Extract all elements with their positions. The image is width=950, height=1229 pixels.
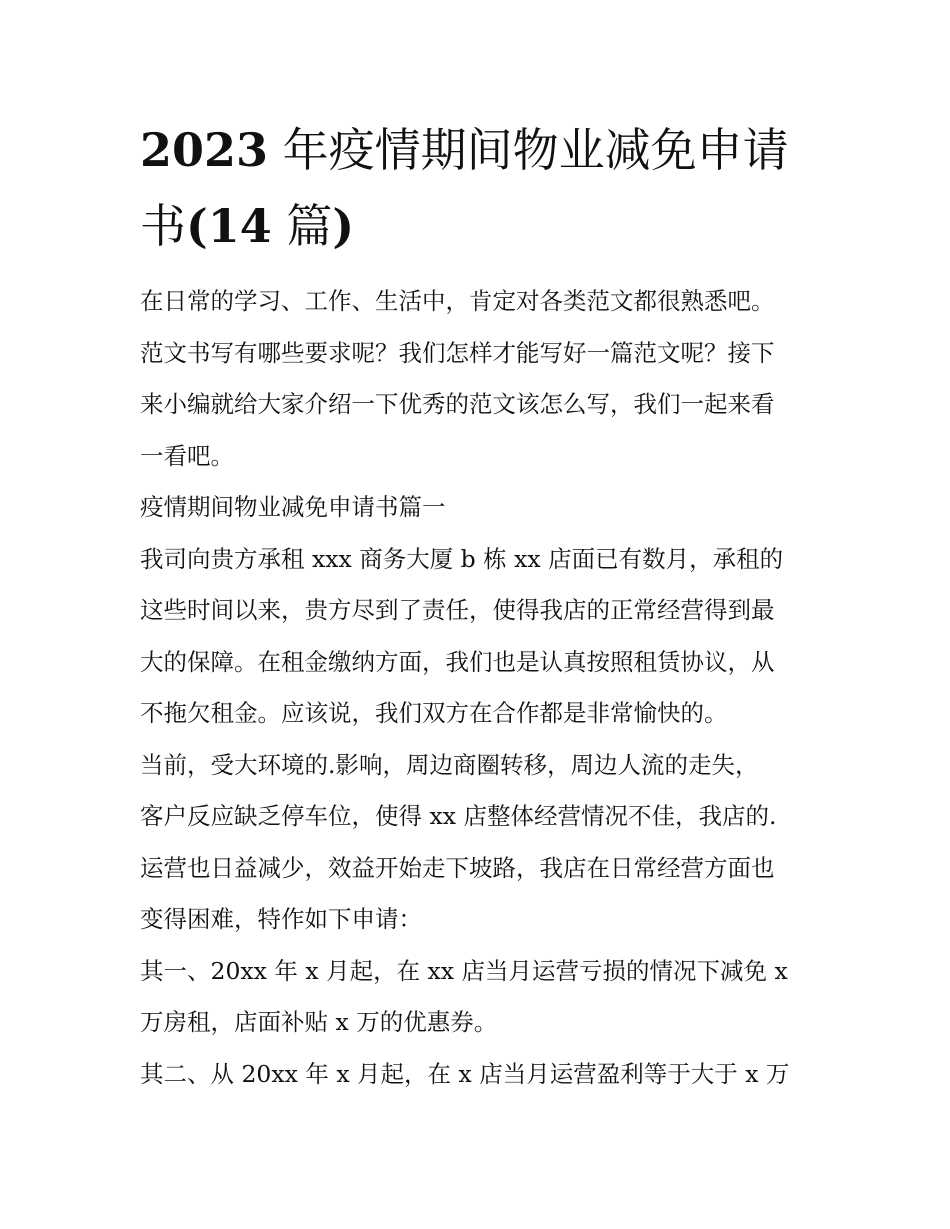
body-line: 万房租，店面补贴 x 万的优惠券。 xyxy=(140,1008,498,1036)
body-line: 其二、从 20xx 年 x 月起，在 x 店当月运营盈利等于大于 x 万 xyxy=(140,1059,790,1088)
body-line: 客户反应缺乏停车位，使得 xx 店整体经营情况不佳，我店的. xyxy=(140,802,777,830)
title-line2-text-a: 书 xyxy=(140,199,186,253)
body-line: 一看吧。 xyxy=(140,441,234,470)
title-line2-text-c: 篇 xyxy=(286,199,333,253)
title-count-open: (14 xyxy=(186,199,272,253)
section-heading: 疫情期间物业减免申请书篇一 xyxy=(140,493,446,521)
body-line: 范文书写有哪些要求呢？我们怎样才能写好一篇范文呢？接下 xyxy=(140,338,775,367)
body-line: 其一、20xx 年 x 月起，在 xx 店当月运营亏损的情况下减免 x xyxy=(140,956,788,985)
body-line: 这些时间以来，贵方尽到了责任，使得我店的正常经营得到最 xyxy=(140,596,775,624)
title-line1-text: 年疫情期间物业减免申请 xyxy=(282,123,789,177)
title-year: 2023 xyxy=(140,123,269,177)
body-line: 不拖欠租金。应该说，我们双方在合作都是非常愉快的。 xyxy=(140,699,728,727)
body-line: 来小编就给大家介绍一下优秀的范文该怎么写，我们一起来看 xyxy=(140,390,775,418)
document-body xyxy=(140,276,820,1100)
title-count-close: ) xyxy=(332,199,355,253)
body-line: 变得困难，特作如下申请： xyxy=(140,905,422,933)
body-line: 运营也日益减少，效益开始走下坡路，我店在日常经营方面也 xyxy=(140,853,775,882)
document-title xyxy=(140,112,820,264)
body-line: 大的保障。在租金缴纳方面，我们也是认真按照租赁协议，从 xyxy=(140,647,775,676)
body-line: 当前，受大环境的.影响，周边商圈转移，周边人流的走失， xyxy=(140,750,759,779)
body-line: 在日常的学习、工作、生活中，肯定对各类范文都很熟悉吧。 xyxy=(140,287,775,315)
body-line: 我司向贵方承租 xxx 商务大厦 b 栋 xx 店面已有数月，承租的 xyxy=(140,544,784,573)
